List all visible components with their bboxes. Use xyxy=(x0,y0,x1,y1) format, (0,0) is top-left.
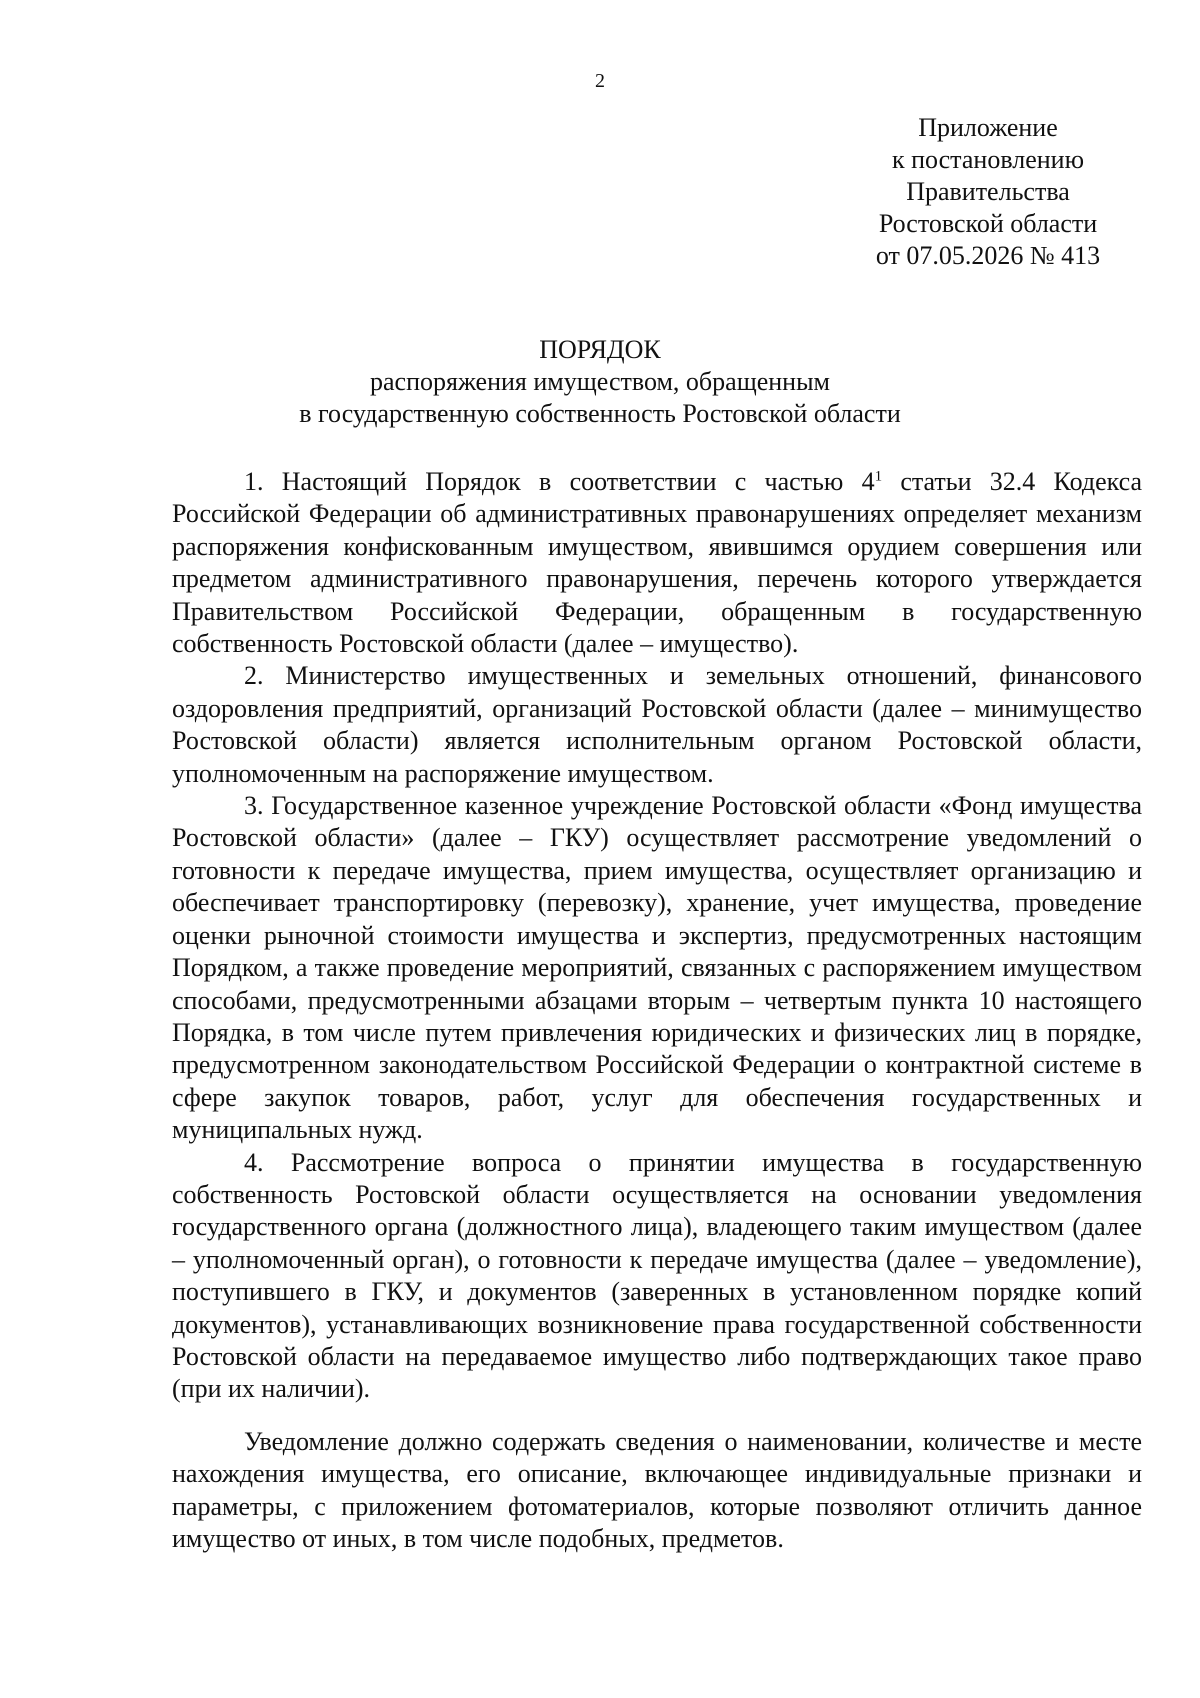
appendix-line: Ростовской области xyxy=(878,209,1098,238)
document-subtitle-line: в государственную собственность Ростовской области xyxy=(299,399,901,428)
appendix-block xyxy=(808,112,1168,272)
paragraph-1-start: 1. Настоящий Порядок в соответствии с частью 4 xyxy=(244,467,875,496)
paragraph-4: 4. Рассмотрение вопроса о принятии имущества в государственную собственность Ростовской области осуществляется на основании уведомления государственного органа (должностного лица), владеющего таким имуществом (далее – уполномоченный орган), о готовности к передаче имущества (далее – уведомление), поступившего в ГКУ, и документов (заверенных в установленном порядке копий документов), устанавливающих возникновение права государственной собственности Ростовской области на передаваемое имущество либо подтверждающих такое право (при их наличии). xyxy=(172,1147,1142,1404)
paragraph-5: Уведомление должно содержать сведения о наименовании, количестве и месте нахождения имущества, его описание, включающее индивидуальные признаки и параметры, с приложением фотоматериалов, которые позволяют отличить данное имущество от иных, в том числе подобных, предметов. xyxy=(172,1426,1142,1553)
document-body xyxy=(172,466,1142,1555)
paragraph-1 xyxy=(172,466,1142,660)
appendix-date-number: от 07.05.2026 № 413 xyxy=(875,241,1101,270)
document-subtitle-line: распоряжения имуществом, обращенным xyxy=(369,367,830,396)
appendix-line: Правительства xyxy=(906,177,1070,206)
superscript: 1 xyxy=(874,468,883,485)
appendix-line: Приложение xyxy=(918,113,1058,142)
paragraph-3: 3. Государственное казенное учреждение Ростовской области «Фонд имущества Ростовской области» (далее – ГКУ) осуществляет рассмотрение уведомлений о готовности к передаче имущества, прием имущества, осуществляет организацию и обеспечивает транспортировку (перевозку), хранение, учет имущества, проведение оценки рыночной стоимости имущества и экспертиз, предусмотренных настоящим Порядком, а также проведение мероприятий, связанных с распоряжением имуществом способами, предусмотренными абзацами вторым – четвертым пункта 10 настоящего Порядка, в том числе путем привлечения юридических и физических лиц в порядке, предусмотренном законодательством Российской Федерации о контрактной системе в сфере закупок товаров, работ, услуг для обеспечения государственных и муниципальных нужд. xyxy=(172,791,1142,1145)
paragraph-2: 2. Министерство имущественных и земельных отношений, финансового оздоровления предприятий, организаций Ростовской области (далее – минимущество Ростовской области) является исполнительным органом Ростовской области, уполномоченным на распоряжение имуществом. xyxy=(172,661,1142,788)
appendix-line: к постановлению xyxy=(891,145,1085,174)
document-title-block xyxy=(0,334,1200,430)
page-number: 2 xyxy=(595,70,605,92)
document-heading: ПОРЯДОК xyxy=(539,335,661,364)
paragraph-1-rest: статьи 32.4 Кодекса Российской Федерации об административных правонарушениях определяет механизм распоряжения конфискованным имуществом, явившимся орудием совершения или предметом административного правонарушения, перечень которого утверждается Правительством Российской Федерации, обращенным в государственную собственность Ростовской области (далее – имущество). xyxy=(172,467,1143,659)
